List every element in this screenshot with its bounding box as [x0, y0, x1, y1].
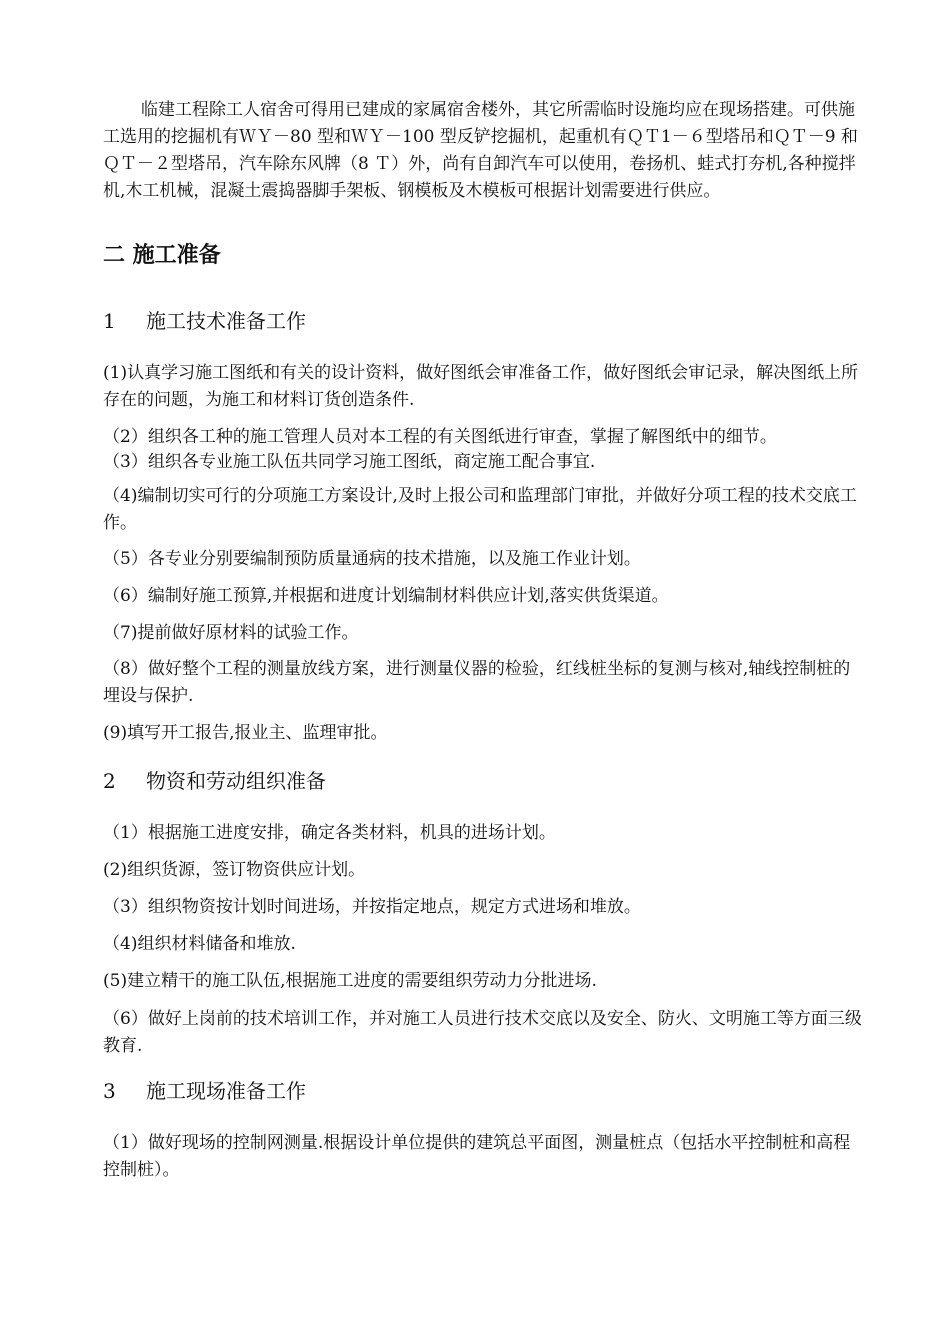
subsection-1-heading — [103, 306, 306, 336]
subsection-2-title: 物资和劳动组织准备 — [146, 769, 326, 793]
material-item-2: (2)组织货源，签订物资供应计划。 — [103, 860, 366, 880]
subsection-1-title: 施工技术准备工作 — [146, 309, 306, 333]
tech-item-2: （2）组织各工种的施工管理人员对本工程的有关图纸进行审查，掌握了解图纸中的细节。 — [103, 427, 777, 447]
subsection-3-heading — [103, 1076, 306, 1106]
tech-item-7: （7)提前做好原材料的试验工作。 — [103, 623, 359, 643]
subsection-1-number: 1 — [103, 309, 116, 333]
subsection-3-number: 3 — [103, 1079, 116, 1103]
tech-item-9: (9)填写开工报告,报业主、监理审批。 — [103, 723, 388, 743]
material-item-1: （1）根据施工进度安排，确定各类材料，机具的进场计划。 — [103, 823, 556, 843]
tech-item-5: （5）各专业分别要编制预防质量通病的技术措施，以及施工作业计划。 — [103, 549, 641, 569]
tech-item-3: （3）组织各专业施工队伍共同学习施工图纸，商定施工配合事宜. — [103, 452, 596, 472]
section-title: 二 施工准备 — [103, 243, 221, 268]
subsection-3-title: 施工现场准备工作 — [146, 1079, 306, 1103]
subsection-2-heading — [103, 766, 326, 796]
tech-item-8: （8）做好整个工程的测量放线方案，进行测量仪器的检验，红线桩坐标的复测与核对,轴线控制桩的埋设与保护. — [103, 659, 851, 706]
material-item-6: （6）做好上岗前的技术培训工作，并对施工人员进行技术交底以及安全、防火、文明施工等方面三级教育. — [103, 1009, 862, 1056]
tech-item-4: （4)编制切实可行的分项施工方案设计,及时上报公司和监理部门审批，并做好分项工程的技术交底工作。 — [103, 486, 857, 533]
intro-paragraph: 临建工程除工人宿舍可得用已建成的家属宿舍楼外，其它所需临时设施均应在现场搭建。可供施工选用的挖掘机有ＷＹ－80 型和ＷＹ－100 型反铲挖掘机，起重机有ＱＴ1－６型塔吊和ＱＴ－9 和ＱＴ－２型塔吊，汽车除东风牌（8 Ｔ）外，尚有自卸汽车可以使用，卷扬机、蛙式打夯机,各种搅拌机,木工机械，混凝土震捣器脚手架板、钢模板及木模板可根据计划需要进行供应。 — [103, 100, 858, 201]
material-item-5: (5)建立精干的施工队伍,根据施工进度的需要组织劳动力分批进场. — [103, 971, 597, 991]
subsection-2-number: 2 — [103, 769, 116, 793]
tech-item-6: （6）编制好施工预算,并根据和进度计划编制材料供应计划,落实供货渠道。 — [103, 586, 669, 606]
tech-item-1: (1)认真学习施工图纸和有关的设计资料，做好图纸会审准备工作，做好图纸会审记录，解决图纸上所存在的问题，为施工和材料订货创造条件. — [103, 363, 859, 410]
material-item-3: （3）组织物资按计划时间进场，并按指定地点，规定方式进场和堆放。 — [103, 897, 641, 917]
site-item-1: （1）做好现场的控制网测量.根据设计单位提供的建筑总平面图，测量桩点（包括水平控制桩和高程控制桩）。 — [103, 1133, 851, 1180]
material-item-4: （4)组织材料储备和堆放. — [103, 934, 296, 954]
